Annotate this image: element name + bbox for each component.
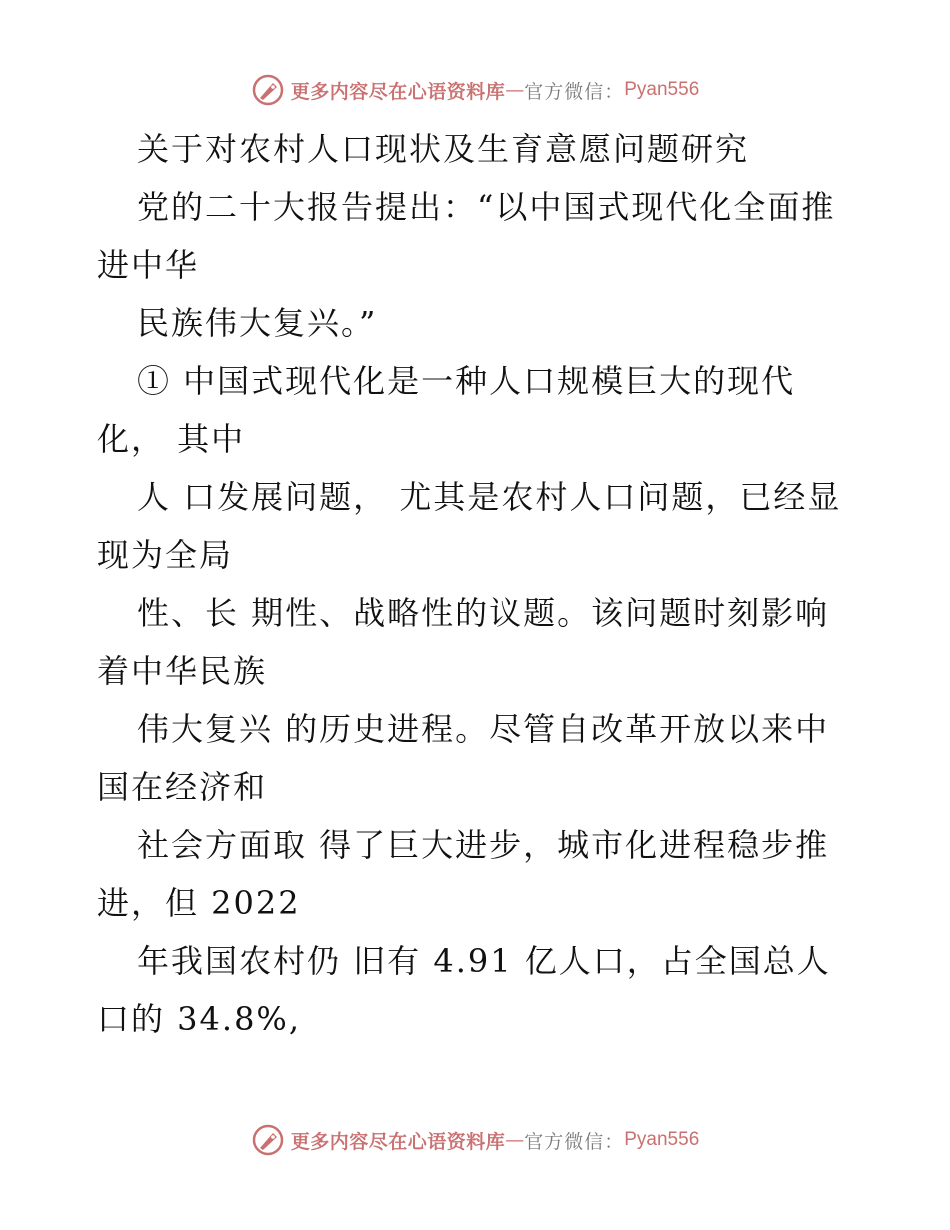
watermark-wechat-id: Pyan556: [624, 1129, 700, 1150]
paragraph-line: 口的 34.8%,: [97, 1000, 302, 1038]
paragraph-line: 性、长 期性、战略性的议题。该问题时刻影响: [137, 594, 830, 632]
watermark-main-text: 更多内容尽在心语资料库: [290, 1130, 506, 1153]
paragraph-line: 伟大复兴 的历史进程。尽管自改革开放以来中: [137, 710, 830, 748]
document-body: [97, 120, 857, 1048]
footer-watermark: [0, 1118, 950, 1162]
watermark-dash: —: [505, 79, 525, 101]
paragraph-line: ① 中国式现代化是一种人口规模巨大的现代: [137, 362, 796, 400]
paragraph-line: 民族伟大复兴。”: [137, 304, 378, 342]
paragraph-line: 国在经济和: [97, 768, 268, 806]
paragraph-line: 人 口发展问题， 尤其是农村人口问题，已经显: [137, 478, 842, 516]
paragraph-line: 进中华: [97, 246, 200, 284]
paragraph-line: 社会方面取 得了巨大进步，城市化进程稳步推: [137, 826, 830, 864]
paragraph-line: 现为全局: [97, 536, 234, 574]
document-title: 关于对农村人口现状及生育意愿问题研究: [137, 130, 750, 168]
pen-nib-logo-icon: [251, 1123, 285, 1157]
watermark-sub-text: 官方微信：: [524, 80, 625, 103]
watermark-dash: —: [505, 1129, 525, 1151]
header-watermark: [0, 68, 950, 112]
watermark-sub-text: 官方微信：: [524, 1130, 625, 1153]
watermark-main-text: 更多内容尽在心语资料库: [290, 80, 506, 103]
paragraph-line: 着中华民族: [97, 652, 268, 690]
paragraph-line: 年我国农村仍 旧有 4.91 亿人口，占全国总人: [137, 942, 831, 980]
pen-nib-logo-icon: [251, 73, 285, 107]
paragraph-line: 党的二十大报告提出：“以中国式现代化全面推: [137, 188, 836, 226]
paragraph-line: 化， 其中: [97, 420, 246, 458]
watermark-wechat-id: Pyan556: [624, 79, 700, 100]
paragraph-line: 进，但 2022: [97, 884, 301, 922]
